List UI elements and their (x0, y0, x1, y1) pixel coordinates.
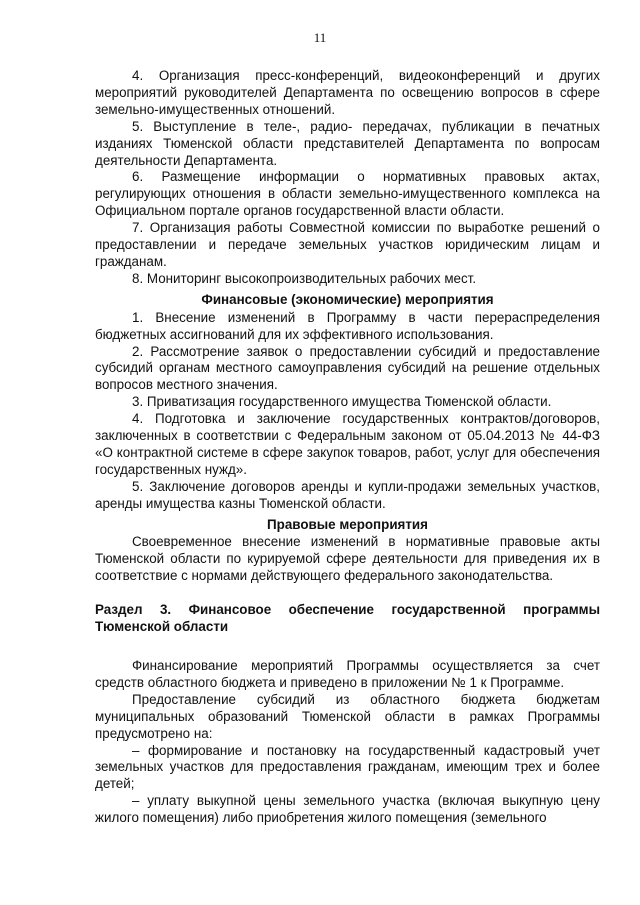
section-heading: Правовые мероприятия (267, 516, 428, 532)
paragraph: 3. Приватизация государственного имущества Тюменской области. (132, 394, 552, 410)
paragraph: Финансирование мероприятий Программы осуществляется за счет средств областного бюджета и приведено в приложении № 1 к Программе. (95, 658, 600, 690)
paragraph: – формирование и постановку на государственный кадастровый учет земельных участков для предоставления гражданам, имеющим трех и более детей; (95, 742, 600, 792)
section-heading: Финансовые (экономические) мероприятия (201, 291, 494, 307)
paragraph: 2. Рассмотрение заявок о предоставлении субсидий и предоставление субсидий органам местного самоуправления субсидий на решение отдельных вопросов местного значения. (95, 343, 600, 393)
paragraph: 8. Мониторинг высокопроизводительных рабочих мест. (132, 270, 477, 286)
paragraph: Предоставление субсидий из областного бюджета бюджетам муниципальных образований Тюменской области в рамках Программы предусмотрено на: (95, 691, 600, 741)
paragraph: – уплату выкупной цены земельного участка (включая выкупную цену жилого помещения) либо приобретения жилого помещения (земельного (95, 793, 600, 826)
chapter-heading: Раздел 3. Финансовое обеспечение государственной программы Тюменской области (95, 602, 600, 635)
paragraph: 4. Подготовка и заключение государственных контрактов/договоров, заключенных в соответствии с Федеральным законом от 05.04.2013 № 44-ФЗ «О контрактной системе в сфере закупок товаров, работ, услуг для обеспечения государственных нужд». (95, 411, 600, 477)
paragraph: 6. Размещение информации о нормативных правовых актах, регулирующих отношения в области земельно-имущественного комплекса на Официальном портале органов государственной власти области. (95, 169, 600, 219)
paragraph: 5. Выступление в теле-, радио- передачах, публикации в печатных изданиях Тюменской области представителей Департамента по вопросам деятельности Департамента. (95, 118, 600, 168)
document-body (95, 68, 600, 827)
paragraph: 4. Организация пресс-конференций, видеоконференций и других мероприятий руководителей Департамента по освещению вопросов в сфере земельно-имущественных отношений. (95, 68, 600, 117)
paragraph: 1. Внесение изменений в Программу в части перераспределения бюджетных ассигнований для их эффективного использования. (95, 309, 600, 342)
paragraph: 7. Организация работы Совместной комиссии по выработке решений о предоставлении и передаче земельных участков юридическим лицам и гражданам. (95, 220, 600, 269)
paragraph: 5. Заключение договоров аренды и купли-продажи земельных участков, аренды имущества казны Тюменской области. (95, 478, 600, 511)
paragraph: Своевременное внесение изменений в нормативные правовые акты Тюменской области по курируемой сфере деятельности для приведения их в соответствие с нормами действующего федерального законодательства. (95, 534, 600, 584)
page-number: 11 (313, 30, 327, 45)
